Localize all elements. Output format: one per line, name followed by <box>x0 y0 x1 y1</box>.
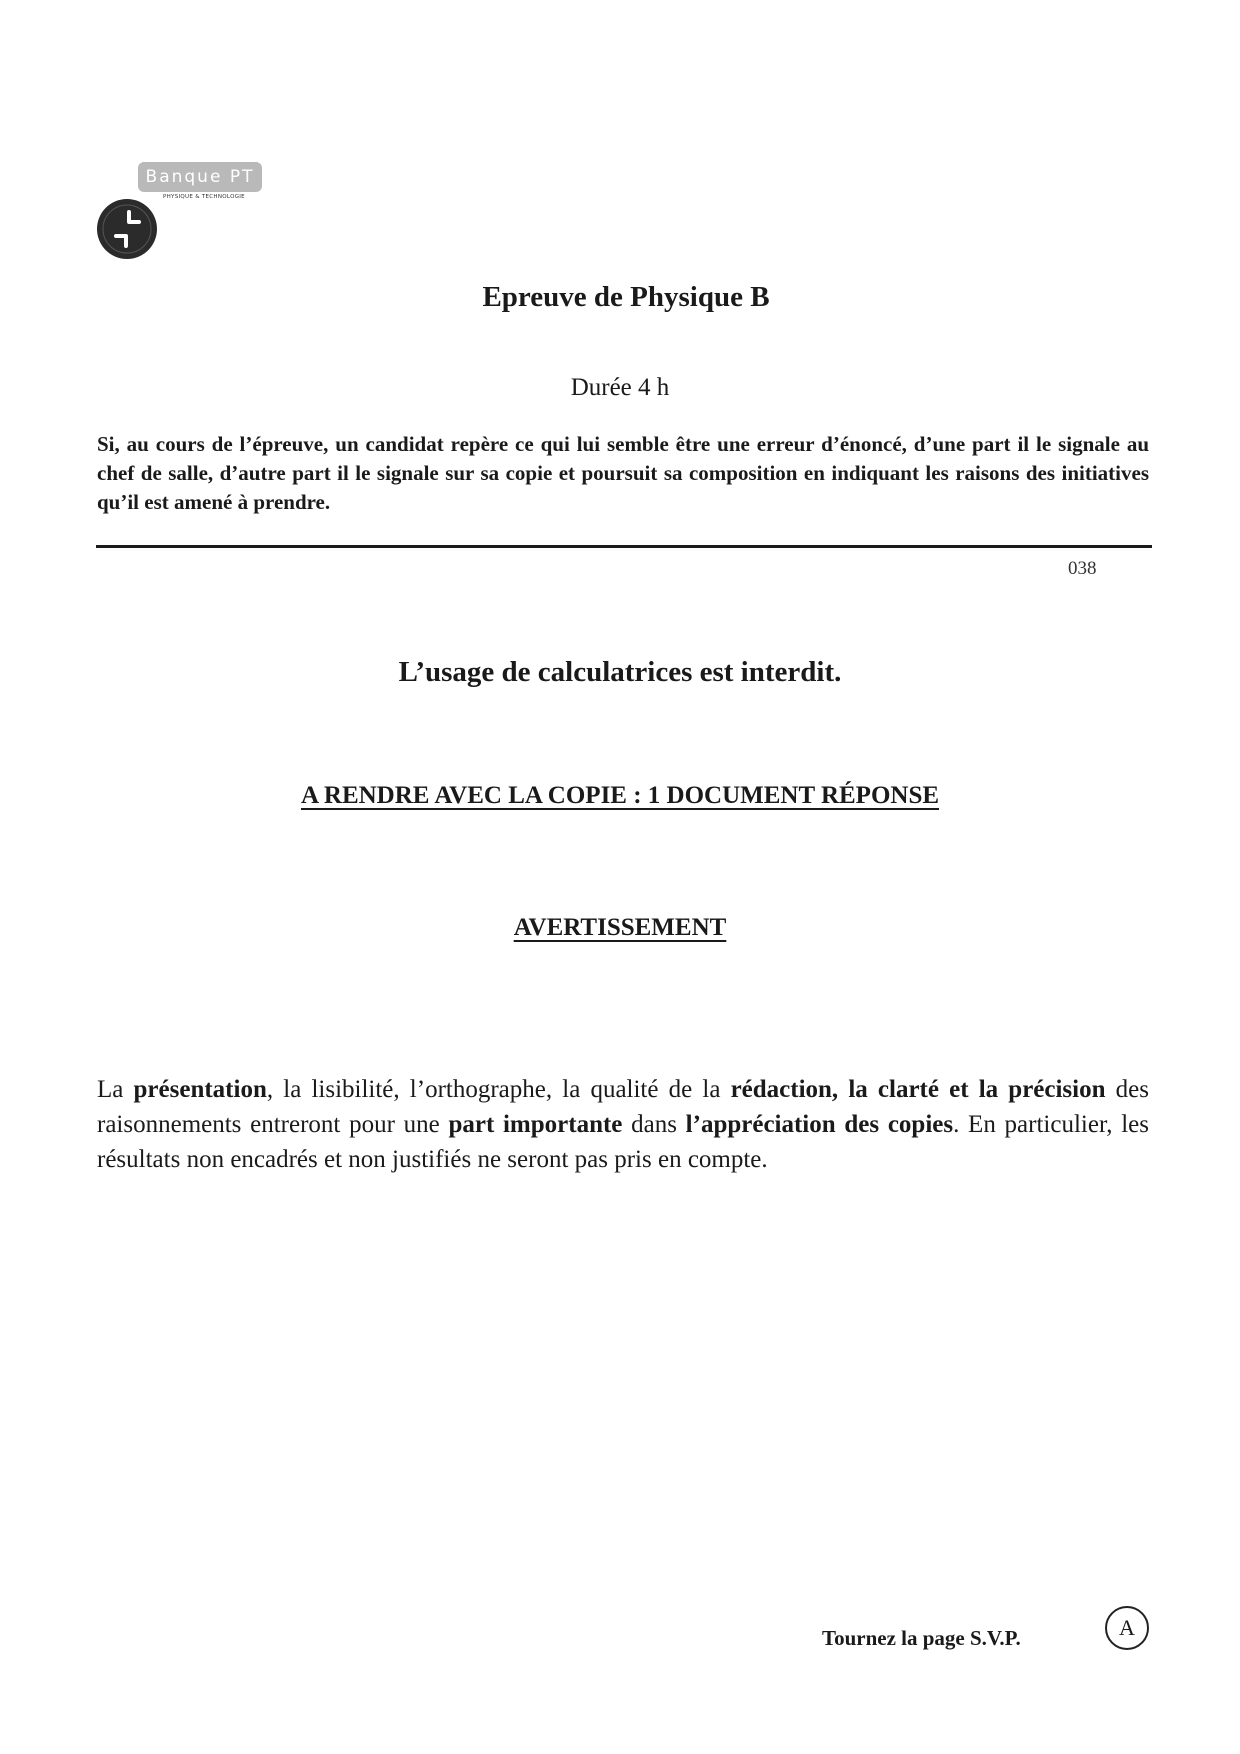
warning-heading: AVERTISSEMENT <box>513 914 727 941</box>
warning-segment-bold: part importante <box>448 1111 623 1138</box>
warning-segment-bold: présentation <box>133 1076 267 1103</box>
turn-page-note: Tournez la page S.V.P. <box>822 1626 1021 1650</box>
warning-segment: . En particulier, les résultats non encadrés et non justifiés ne seront pas pris en compte. <box>97 1111 1150 1173</box>
logo-subtitle: PHYSIQUE & TECHNOLOGIE <box>163 194 245 200</box>
error-notice: Si, au cours de l’épreuve, un candidat repère ce qui lui semble être une erreur d’énoncé, d’une part il le signale au chef de salle, d’autre part il le signale sur sa copie et poursuit sa composition en indiquant les raisons des initiatives qu’il est amené à prendre. <box>97 432 1149 514</box>
warning-segment: La <box>97 1076 134 1103</box>
horizontal-divider <box>96 545 1152 548</box>
warning-segment-bold: rédaction, la clarté et la précision <box>730 1076 1106 1103</box>
warning-paragraph <box>97 1072 1149 1177</box>
warning-segment: , la lisibilité, l’orthographe, la qualité de la <box>266 1076 731 1103</box>
version-letter-badge: A <box>1105 1606 1149 1650</box>
banque-pt-logo-icon <box>96 198 158 260</box>
logo-badge: Banque PT <box>138 162 262 192</box>
exam-title: Epreuve de Physique B <box>482 281 770 313</box>
return-document-note: A RENDRE AVEC LA COPIE : 1 DOCUMENT RÉPONSE <box>300 782 940 809</box>
exam-duration: Durée 4 h <box>570 374 670 401</box>
warning-segment-bold: l’appréciation des copies <box>685 1111 954 1138</box>
exam-code: 038 <box>1068 558 1097 579</box>
calculator-rule: L’usage de calculatrices est interdit. <box>398 656 842 688</box>
warning-segment: dans <box>622 1111 686 1138</box>
warning-segment: des raisonnements entreront pour une <box>97 1076 1149 1138</box>
banque-pt-logo <box>96 160 276 260</box>
